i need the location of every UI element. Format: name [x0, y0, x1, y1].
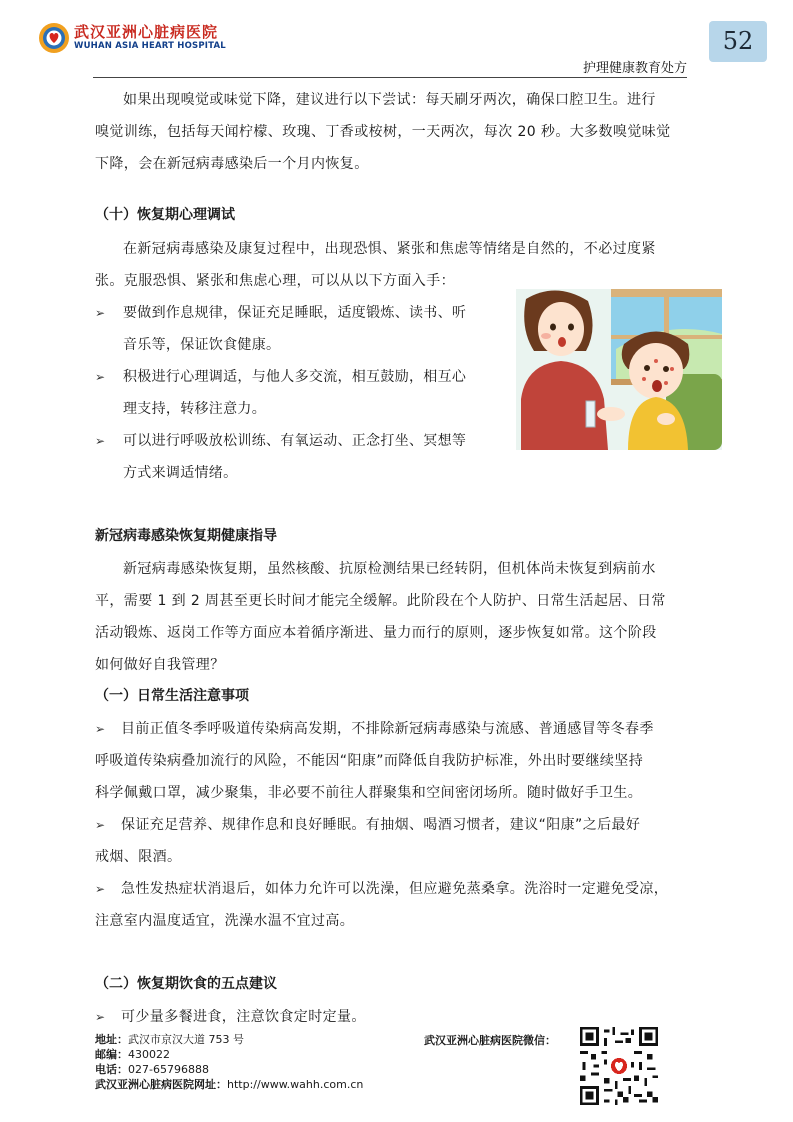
- arrow-bullet-icon: ➢: [95, 370, 106, 384]
- page-number: 52: [709, 21, 767, 62]
- paragraph-line: 新冠病毒感染恢复期，虽然核酸、抗原检测结果已经转阴，但机体尚未恢复到病前水: [123, 561, 656, 577]
- header-divider: [93, 77, 687, 78]
- arrow-bullet-icon: ➢: [95, 306, 106, 320]
- paragraph-line: 活动锻炼、返岗工作等方面应本着循序渐进、量力而行的原则，逐步恢复如常。这个阶段: [95, 625, 657, 641]
- list-item: ➢ 要做到作息规律，保证充足睡眠，适度锻炼、读书、听 音乐等，保证饮食健康。: [95, 297, 510, 361]
- hospital-logo-icon: [38, 22, 70, 54]
- footer-wechat-label: 武汉亚洲心脏病医院微信：: [424, 1034, 556, 1047]
- footer-phone: 电话：027-65796888: [95, 1063, 209, 1076]
- hospital-name-cn: 武汉亚洲心脏病医院: [74, 23, 219, 41]
- footer-address: 地址：武汉市京汉大道 753 号: [95, 1033, 244, 1046]
- section10-paragraph: [95, 233, 710, 297]
- paragraph-line: 如何做好自我管理？: [95, 657, 225, 673]
- paragraph-line: 平，需要 1 到 2 周甚至更长时间才能完全缓解。此阶段在个人防护、日常生活起居、日常: [95, 593, 666, 609]
- list-item: ➢ 目前正值冬季呼吸道传染病高发期，不排除新冠病毒感染与流感、普通感冒等冬春季 呼吸道传染病叠加流行的风险，不能因“阳康”而降低自我防护标准，外出时要继续坚持 科学佩戴口罩，减少聚集，非必要不前往人群聚集和空间密闭场所。随时做好手卫生。: [95, 713, 710, 809]
- section-heading: 新冠病毒感染恢复期健康指导: [95, 528, 277, 544]
- section-heading: （十）恢复期心理调试: [95, 207, 235, 223]
- section-heading: （二）恢复期饮食的五点建议: [95, 976, 277, 992]
- document-subtitle: 护理健康教育处方: [582, 61, 687, 76]
- arrow-bullet-icon: ➢: [95, 818, 106, 832]
- hospital-name-en: WUHAN ASIA HEART HOSPITAL: [74, 41, 226, 51]
- section-heading: （一）日常生活注意事项: [95, 688, 249, 704]
- arrow-bullet-icon: ➢: [95, 1010, 106, 1024]
- paragraph-line: 张。克服恐惧、紧张和焦虑心理，可以从以下方面入手：: [95, 273, 455, 289]
- list-item: ➢ 可少量多餐进食，注意饮食定时定量。: [95, 1001, 710, 1033]
- footer-postcode: 邮编：430022: [95, 1048, 170, 1061]
- arrow-bullet-icon: ➢: [95, 722, 106, 736]
- list-item: ➢ 保证充足营养、规律作息和良好睡眠。有抽烟、喝酒习惯者，建议“阳康”之后最好 戒烟、限酒。: [95, 809, 710, 873]
- guide-paragraph: [95, 553, 710, 681]
- arrow-bullet-icon: ➢: [95, 434, 106, 448]
- website-link[interactable]: http://www.wahh.com.cn: [227, 1078, 364, 1091]
- paragraph-line: 在新冠病毒感染及康复过程中，出现恐惧、紧张和焦虑等情绪是自然的，不必过度紧: [123, 241, 656, 257]
- intro-line: 嗅觉训练，包括每天闻柠檬、玫瑰、丁香或桉树，一天两次，每次 20 秒。大多数嗅觉味觉: [95, 124, 671, 140]
- mother-child-illustration-icon: [516, 289, 722, 450]
- list-item: ➢ 积极进行心理调适，与他人多交流，相互鼓励，相互心 理支持，转移注意力。: [95, 361, 510, 425]
- intro-line: 如果出现嗅觉或味觉下降，建议进行以下尝试：每天刷牙两次，确保口腔卫生。进行: [123, 92, 656, 108]
- list-item: ➢ 可以进行呼吸放松训练、有氧运动、正念打坐、冥想等 方式来调适情绪。: [95, 425, 510, 489]
- intro-paragraph: [95, 84, 710, 180]
- list-item: ➢ 急性发热症状消退后，如体力允许可以洗澡，但应避免蒸桑拿。洗浴时一定避免受凉， 注意室内温度适宜，洗澡水温不宜过高。: [95, 873, 710, 937]
- footer-website: 武汉亚洲心脏病医院网址：http://www.wahh.com.cn: [95, 1078, 364, 1091]
- intro-line: 下降，会在新冠病毒感染后一个月内恢复。: [95, 156, 369, 172]
- arrow-bullet-icon: ➢: [95, 882, 106, 896]
- wechat-qr-code-icon[interactable]: [580, 1027, 658, 1105]
